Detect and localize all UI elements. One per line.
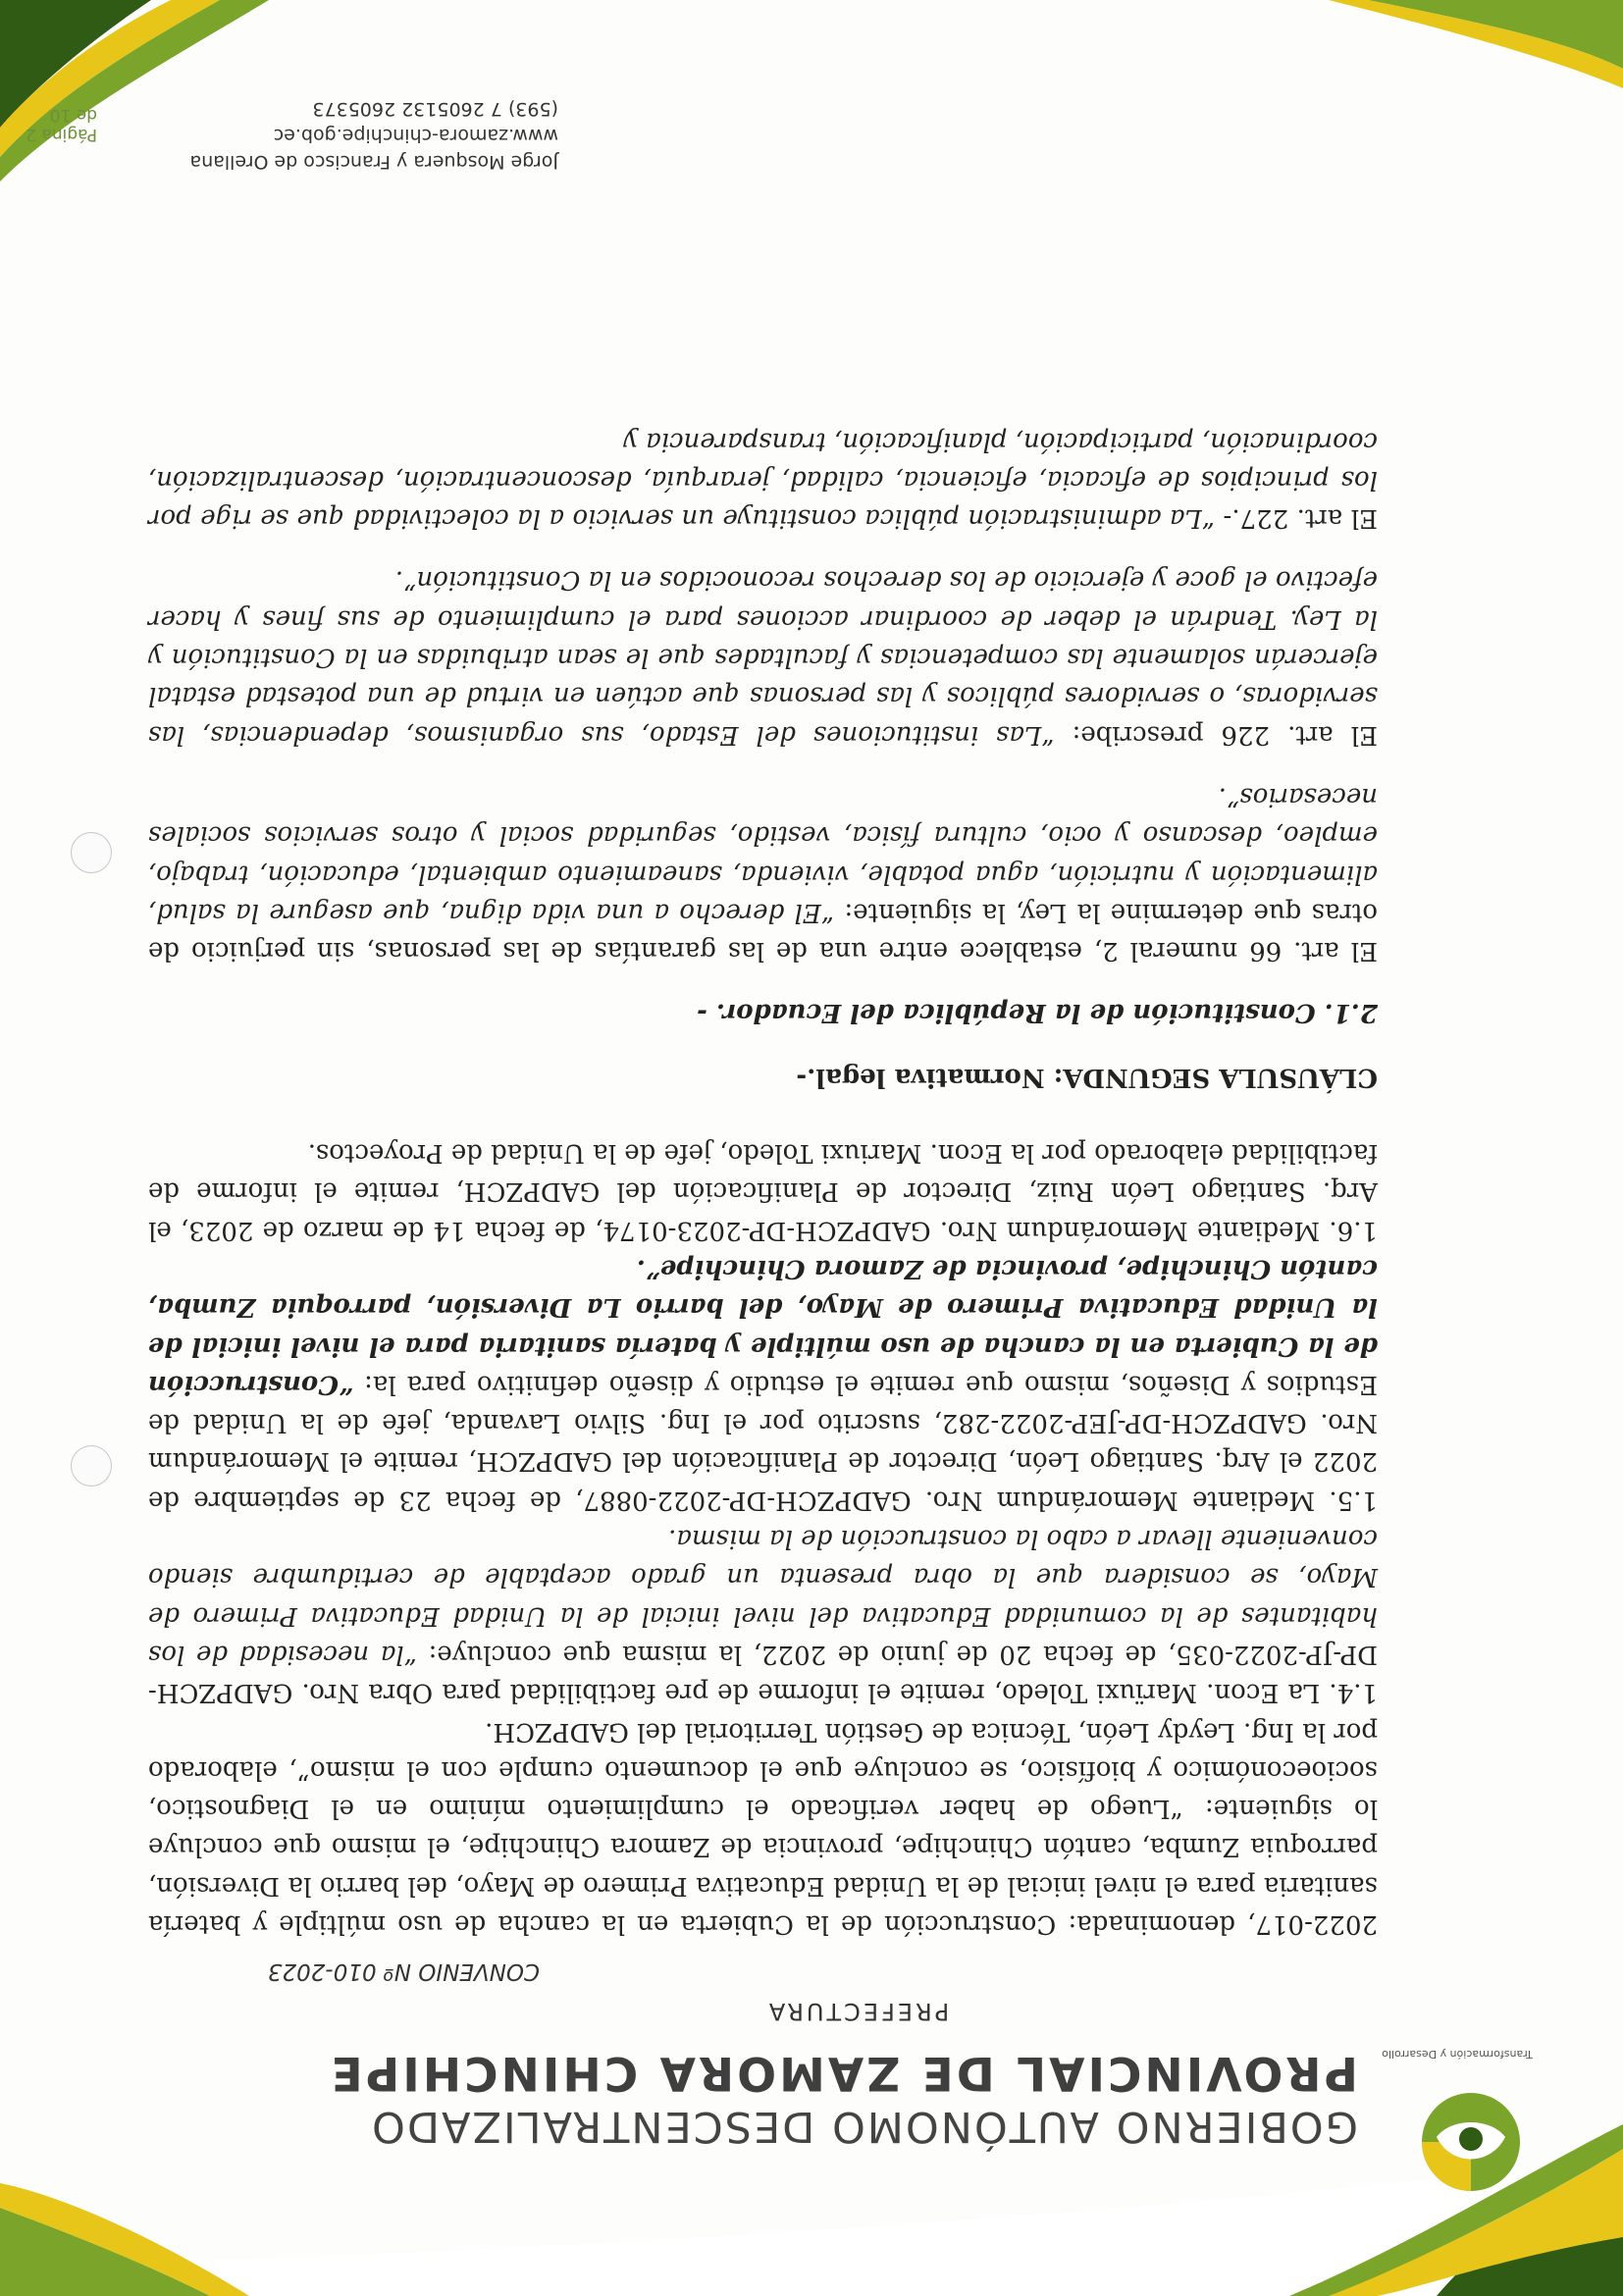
page-number: Página 2 de 10	[26, 105, 97, 144]
organization-name-line1: GOBIERNO AUTÓNOMO DESCENTRALIZADO	[370, 2102, 1358, 2151]
punch-hole-lower	[71, 832, 112, 873]
footer-phone: (593) 7 2605132 2605373	[312, 98, 558, 120]
article-66-text: El art. 66 numeral 2, establece entre una de las garantías de las personas, sin perjuicio de otras que determine la Ley, la siguiente:	[148, 897, 1378, 966]
item-1-5-text: 1.5. Mediante Memorándum Nro. GADPZCH-DP-2022-0887, de fecha 23 de septiembre de 2022 el Arq. Santiago León, Director de Planificación del GADPZCH, remite el Memorándum Nro. GADPZCH-DP-JEP-2022-282, suscrito por el Ing. Silvio Lavanda, jefe de la Unidad de Estudios y Diseños, mismo que remite el estudio y diseño definitivo para la:	[148, 1369, 1378, 1515]
punch-hole-upper	[71, 1445, 112, 1487]
section-2-1-heading: 2.1. Constitución de la República del Ecuador. -	[697, 998, 1378, 1028]
item-1-4-quote: “la necesidad de los habitantes de la comunidad Educativa del nivel inicial de la Unidad Educativa Primero de Mayo, se considera que la obra presenta un grado aceptable de certidumbre siendo conveniente llevar a cabo la construcción de la misma.	[148, 1524, 1378, 1669]
department-title: PREFECTURA	[765, 1998, 950, 2025]
article-227-quote: “La administración pública constituye un servicio a la colectividad que se rige por los principios de eficacia, eficiencia, calidad, jerarquía, desconcentración, descentralización, coordinación, participación, planificación, transparencia y	[148, 426, 1378, 534]
item-1-5-project-title: “Construcción de la Cubierta en la cancha de uso múltiple y batería sanitaria para el nivel inicial de la Unidad Educativa Primero de Mayo, del barrio La Diversión, parroquia Zumba, cantón Chinchipe, provincia de Zamora Chinchipe”.	[148, 1253, 1378, 1399]
footer-website: www.zamora-chinchipe.gob.ec	[273, 125, 558, 146]
prefecture-logo-icon	[1417, 2088, 1525, 2196]
article-227	[148, 421, 1378, 537]
article-226	[148, 560, 1378, 753]
letterhead	[0, 1958, 1623, 2296]
paragraph-1: 2022-017, denominada: Construcción de la Cubierta en la cancha de uso múltiple y batería sanitaria para el nivel inicial de la Unidad Educativa Primero de Mayo, del barrio la Diversión, parroquia Zumba, cantón Chinchipe, provincia de Zamora Chinchipe, el mismo que concluye lo siguiente: “Luego de haber verificado el cumplimiento mínimo en el Diagnostico, socioeconómico y biofísico, se concluye que el documento cumple con el mismo”, elaborado por la Ing. Leydy León, Técnica de Gestión Territorial del GADPZCH.	[148, 1716, 1378, 1939]
item-1-4	[148, 1519, 1378, 1711]
document-body	[148, 421, 1378, 1943]
logo-tagline: Transformación y Desarrollo	[1382, 2048, 1533, 2061]
organization-name-line2: PROVINCIAL DE ZAMORA CHINCHIPE	[328, 2046, 1358, 2100]
footer-contact	[146, 95, 558, 175]
item-1-5	[148, 1249, 1378, 1519]
article-226-text: El art. 226 prescribe:	[1054, 719, 1378, 750]
item-1-6: 1.6. Mediante Memorándum Nro. GADPZCH-DP-2023-0174, de fecha 14 de marzo de 2023, el Arq. Santiago León Ruiz, Director de Planificación del GADPZCH, remite el informe de factibilidad elaborado por la Econ. Mariuxi Toledo, jefe de la Unidad de Proyectos.	[148, 1138, 1378, 1245]
agreement-number: CONVENIO Nº 010-2023	[267, 1958, 540, 1984]
article-227-text: El art. 227.-	[1215, 503, 1378, 534]
clause-two-heading: CLÁUSULA SEGUNDA: Normativa legal.-	[796, 1062, 1378, 1092]
letterhead-footer	[0, 0, 1623, 235]
article-66	[148, 777, 1378, 969]
item-1-4-text: 1.4. La Econ. Marïuxi Toledo, remite el informe de pre factibilidad para Obra Nro. GADPZCH-DP-JP-2022-035, de fecha 20 de junio de 2022, la misma que concluye:	[148, 1639, 1378, 1708]
footer-address: Jorge Mosquera y Francisco de Orellana	[189, 151, 558, 173]
article-66-quote: “El derecho a una vida digna, que asegure la salud, alimentación y nutrición, agua potable, vivienda, saneamiento ambiental, educación, trabajo, empleo, descanso y ocio, cultura física, vestido, seguridad social y otros servicios sociales necesarios”.	[148, 781, 1378, 927]
article-226-quote: “Las instituciones del Estado, sus organismos, dependencias, las servidoras, o servidores públicos y las personas que actúen en virtud de una potestad estatal ejercerán solamente las competencias y facultades que le sean atribuidas en la Constitución y la Ley. Tendrán el deber de coordinar acciones para el cumplimiento de sus fines y hacer efectivo el goce y ejercicio de los derechos reconocidos en la Constitución”.	[148, 565, 1378, 750]
